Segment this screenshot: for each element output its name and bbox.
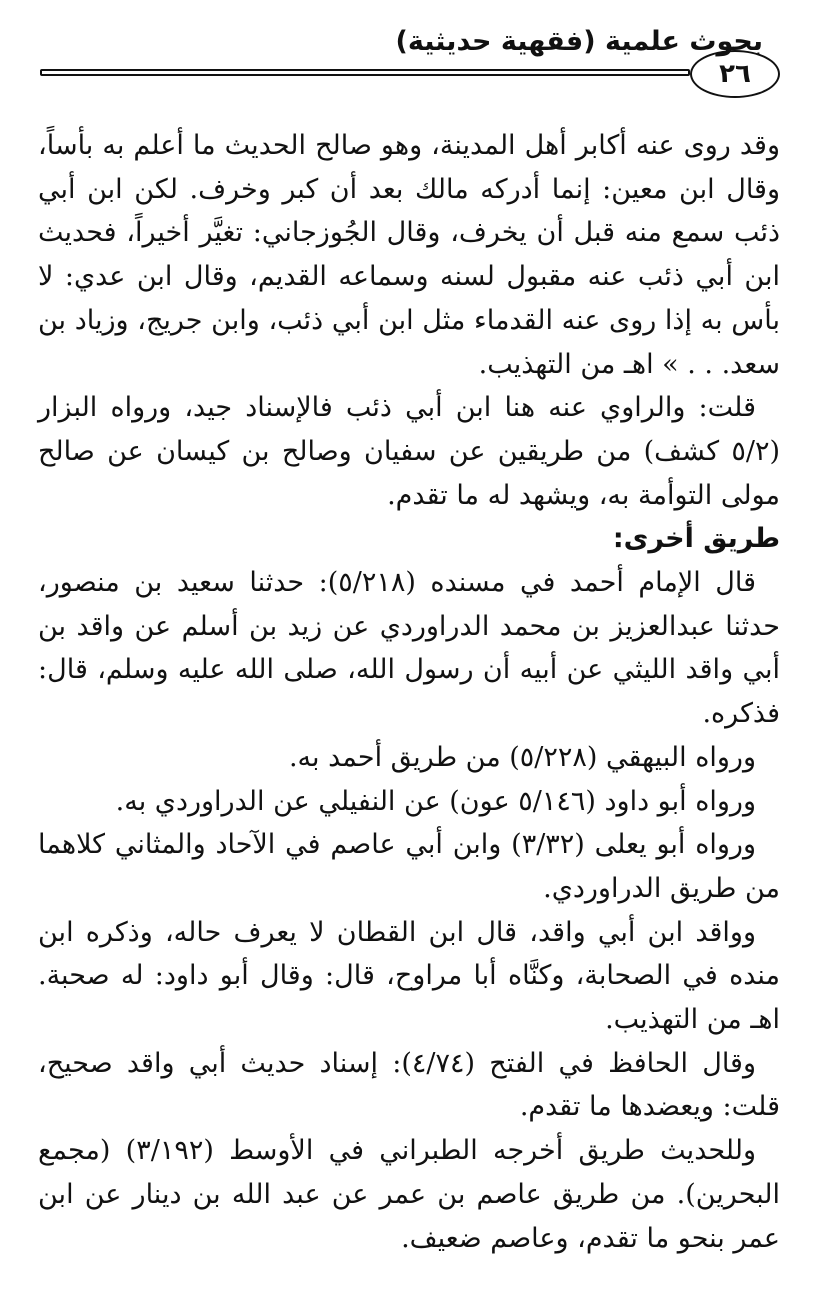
- paragraph: ورواه أبو داود (٥/١٤٦ عون) عن النفيلي عن الدراوردي به.: [115, 785, 756, 817]
- paragraph: قلت: والراوي عنه هنا ابن أبي ذئب فالإسناد جيد، ورواه البزار (٥/٢ كشف) من طريقين عن سفيان وصالح بن كيسان عن صالح مولى التوأمة به، ويشهد له ما تقدم.: [38, 392, 780, 511]
- paragraph: وقال الحافظ في الفتح (٤/٧٤): إسناد حديث أبي واقد صحيح، قلت: ويعضدها ما تقدم.: [38, 1047, 780, 1123]
- body-text: [38, 124, 780, 1260]
- paragraph: قال الإمام أحمد في مسنده (٥/٢١٨): حدثنا سعيد بن منصور، حدثنا عبدالعزيز بن محمد الدراوردي عن زيد بن أسلم عن واقد بن أبي واقد الليثي عن أبيه أن رسول الله، صلى الله عليه وسلم، قال: فذكره.: [38, 567, 780, 730]
- paragraph: وللحديث طريق أخرجه الطبراني في الأوسط (٣/١٩٢) (مجمع البحرين). من طريق عاصم بن عمر عن عبد الله بن دينار عن ابن عمر بنحو ما تقدم، وعاصم ضعيف.: [38, 1135, 780, 1254]
- paragraph: ورواه البيهقي (٥/٢٢٨) من طريق أحمد به.: [288, 741, 756, 773]
- section-subheading: طريق أخرى:: [612, 523, 780, 555]
- header-rule: [40, 69, 690, 76]
- page-number: ٢٦: [690, 50, 780, 98]
- paragraph: وواقد ابن أبي واقد، قال ابن القطان لا يعرف حاله، وذكره ابن منده في الصحابة، وكنَّاه أبا مراوح، قال: وقال أبو داود: له صحبة. اهـ من التهذيب.: [38, 916, 780, 1036]
- paragraph: وقد روى عنه أكابر أهل المدينة، وهو صالح الحديث ما أعلم به بأساً، وقال ابن معين: إنما أدركه مالك بعد أن كبر وخرف. لكن ابن أبي ذئب سمع منه قبل أن يخرف، وقال الجُوزجاني: تغيَّر أخيراً، فحديث ابن أبي ذئب عنه مقبول لسنه وسماعه القديم، وقال ابن عدي: لا بأس به إذا روى عنه القدماء مثل ابن أبي ذئب، وابن جريج، وزياد بن سعد. . . » اهـ من التهذيب.: [38, 130, 780, 380]
- running-header-title: بحوث علمية (فقهية حديثية): [395, 26, 763, 57]
- paragraph: ورواه أبو يعلى (٣/٣٢) وابن أبي عاصم في الآحاد والمثاني كلاهما من طريق الدراوردي.: [38, 829, 780, 904]
